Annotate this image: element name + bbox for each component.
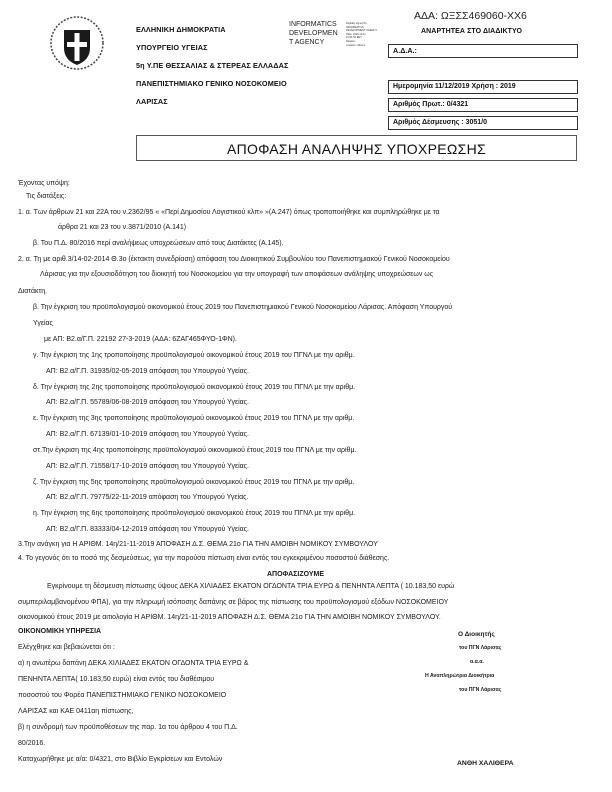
protocol-box: Αριθμός Πρωτ.: 0/4321 [388, 98, 578, 112]
body-line: στ.Την έγκριση της 4ης τροποποίησης προϋπολογισμού οικονομικού έτους 2019 του ΠΓΝΛ με την αριθμ. [33, 447, 357, 454]
body-line: άρθρα 21 και 23 του ν.3871/2010 (Α.141) [58, 224, 187, 231]
document-title: ΑΠΟΦΑΣΗ ΑΝΑΛΗΨΗΣ ΥΠΟΧΡΕΩΣΗΣ [136, 135, 577, 161]
ada-code: ΑΔΑ: ΩΞΣΣ469060-ΧΧ6 [414, 10, 527, 22]
body-line: ΑΠ: Β2.α/Γ.Π. 55789/06-08-2019 απόφαση του Υπουργού Υγείας. [46, 399, 249, 406]
decision-line: συμπεριλαμβανομένου ΦΠΑ), για την πληρωμή ισόποσης δαπάνης σε βάρος της πίστωσης του προϋπολογισμού εξόδων ΝΟΣΟΚΟΜΕΙΟΥ [18, 599, 449, 606]
finance-line: ΠΕΝΗΝΤΑ ΛΕΠΤΑ( 10.183,50 ευρώ) είναι εντός του διαθέσιμου [18, 676, 215, 683]
body-line: ΑΠ: Β2.α/Γ.Π. 31935/02-05-2019 απόφαση του Υπουργού Υγείας. [46, 368, 249, 375]
finance-line: ποσοστού του Φορέα ΠΑΝΕΠΙΣΤΗΜΙΑΚΟ ΓΕΝΙΚΟ ΝΟΣΟΚΟΜΕΙΟ [18, 692, 227, 699]
body-line: Λάρισας για την εξουσιοδότηση του διοικητή του Νοσοκομείου για την υπογραφή των αποφάσεων ανάληψης υποχρεώσεων ως [40, 271, 434, 278]
header-line-ministry: ΥΠΟΥΡΓΕΙΟ ΥΓΕΙΑΣ [136, 43, 208, 52]
stamp-line: Location: Athens [346, 43, 366, 47]
body-line: ΑΠ: Β2.α/Γ.Π. 67139/01-10-2019 απόφαση του Υπουργού Υγείας. [46, 431, 249, 438]
stamp-line: INFORMATICS [346, 25, 364, 29]
body-line: ΑΠ: Β2.α/Γ.Π. 71558/17-10-2019 απόφαση του Υπουργού Υγείας. [46, 463, 249, 470]
stamp-line: DEVELOPMENT AGENCY [346, 29, 378, 33]
body-line: 1. α. Των άρθρων 21 και 22Α του ν.2362/95 « «Περί Δημοσίου Λογιστικού κλπ» »(Α.247) όπως τροποποιήθηκε και συμπληρώθηκε με τα [18, 209, 440, 216]
decision-line: οικονομικού έτους 2019 με αιτιολογία Η ΑΡΙΘΜ. 14η/21-11-2019 ΑΠΟΦΑΣΗ Δ.Σ. ΘΕΜΑ 21ο ΓΙΑ ΤΗΝ ΑΜΟΙΒΗ ΝΟΜΙΚΟΥ ΣΥΜΒΟΥΛΟΥ. [18, 614, 441, 621]
header-line-hospital: ΠΑΝΕΠΙΣΤΗΜΙΑΚΟ ΓΕΝΙΚΟ ΝΟΣΟΚΟΜΕΙΟ [136, 79, 287, 88]
decision-heading: ΑΠΟΦΑΣΙΖΟΥΜΕ [267, 571, 325, 578]
body-line: η. Την έγκριση της 6ης τροποποίησης προϋπολογισμού οικονομικού έτους 2019 του ΠΓΝΛ με την αριθμ. [33, 510, 356, 517]
body-line: δ. Την έγκριση της 2ης τροποποίησης προϋπολογισμού οικονομικού έτους 2019 του ΠΓΝΛ με την αριθμ. [33, 384, 356, 391]
finance-line: Ελέγχθηκε και βεβαιώνεται ότι : [18, 644, 115, 651]
agency-line-3: T AGENCY [289, 39, 325, 46]
body-line: β. Του Π.Δ. 80/2016 περί αναλήψεως υποχρεώσεων από τους Διατάκτες (Α.145). [33, 240, 284, 247]
posting-note: ΑΝΑΡΤΗΤΕΑ ΣΤΟ ΔΙΑΔΙΚΤΥΟ [421, 28, 523, 35]
signatory-name: ΑΝΘΗ ΧΑΛΙΘΕΡΑ [457, 760, 514, 767]
finance-line: α) η ανωτέρω δαπάνη ΔΕΚΑ ΧΙΛΙΑΔΕΣ ΕΚΑΤΟΝ ΟΓΔΟΝΤΑ ΤΡΙΑ ΕΥΡΩ & [18, 660, 249, 667]
body-line: 2. α. Τη με αριθ.3/14-02-2014 Θ.3ο (έκτακτη συνεδρίαση) απόφαση του Διοικητικού Συμβουλίου του Πανεπιστημιακού Γενικού Νοσοκομείου [18, 256, 450, 263]
signature-line: του ΠΓΝ Λάρισας [459, 645, 502, 651]
finance-line: 80/2016. [18, 740, 46, 747]
body-line: β. Την έγκριση του προϋπολογισμού οικονομικού έτους 2019 του Πανεπιστημιακού Γενικού Νοσοκομείου Λάρισας. Απόφαση Υπουργού [33, 304, 453, 311]
finance-line: ΛΑΡΙΣΑΣ και ΚΑΕ 0411αη πίστωσης, [18, 708, 134, 715]
header-line-region: 5η Υ.ΠΕ ΘΕΣΣΑΛΙΑΣ & ΣΤΕΡΕΑΣ ΕΛΛΑΔΑΣ [136, 61, 289, 70]
header-line-republic: ΕΛΛΗΝΙΚΗ ΔΗΜΟΚΡΑΤΙΑ [136, 25, 226, 34]
decision-line: Εγκρίνουμε τη δέσμευση πίστωσης ύψους ΔΕΚΑ ΧΙΛΙΑΔΕΣ ΕΚΑΤΟΝ ΟΓΔΟΝΤΑ ΤΡΙΑ ΕΥΡΩ & ΠΕΝΗΝΤΑ ΛΕΠΤΑ ( 10.183,50 ευρώ [47, 583, 455, 590]
body-line: γ. Την έγκριση της 1ης τροποποίησης προϋπολογισμού οικονομικού έτους 2019 του ΠΓΝΛ με την αριθμ. [33, 352, 355, 359]
body-line: 3.Την ανάγκη για Η ΑΡΙΘΜ. 14η/21-11-2019 ΑΠΟΦΑΣΗ Δ.Σ. ΘΕΜΑ 21ο ΓΙΑ ΤΗΝ ΑΜΟΙΒΗ ΝΟΜΙΚΟΥ ΣΥΜΒΟΥΛΟΥ [18, 541, 378, 548]
stamp-line: Date: 2019.12.11 [346, 32, 366, 36]
stamp-line: 15:01:52 EET [346, 36, 362, 40]
body-line: 4. Το γεγονός ότι το ποσό της δεσμεύσεως, για την παρούσα πίστωση είναι εντός του εγκεκριμένου ποσοστού διάθεσης. [18, 555, 390, 562]
body-line: Τις διατάξεις: [26, 193, 67, 200]
body-line: ΑΠ: Β2.α/Γ.Π. 83333/04-12-2019 απόφαση του Υπουργού Υγείας. [46, 526, 249, 533]
body-line: Υγείας [33, 320, 53, 327]
greek-coat-of-arms-icon [48, 14, 106, 72]
body-line: με ΑΠ: Β2.α/Γ.Π. 22192 27-3-2019 (ΑΔΑ: 6ΖΑΓ465ΦΥΟ-1ΦΝ). [44, 336, 237, 343]
signature-line: του ΠΓΝ Λάρισας [459, 687, 502, 693]
finance-line: β) η συνδρομή των προϋποθέσεων της παρ. 1α του άρθρου 4 του Π.Δ. [18, 724, 238, 731]
commitment-box: Αριθμός Δέσμευσης : 3051/0 [388, 116, 578, 130]
ada-box: Α.Δ.Α.: [388, 44, 578, 58]
finance-heading: ΟΙΚΟΝΟΜΙΚΗ ΥΠΗΡΕΣΙΑ [18, 628, 102, 635]
signature-line: Ο Διοικητής [458, 631, 495, 638]
signature-line: Η Αναπληρώτρια Διοικήτρια [425, 673, 495, 679]
agency-line-1: INFORMATICS [289, 21, 337, 28]
body-line: Διατάκτη. [18, 288, 48, 295]
date-box: Ημερομηνία 11/12/2019 Χρήση : 2019 [388, 80, 578, 94]
header-line-city: ΛΑΡΙΣΑΣ [136, 97, 168, 106]
body-line: ΑΠ: Β2.α/Γ.Π. 79775/22-11-2019 απόφαση του Υπουργού Υγείας. [46, 494, 249, 501]
digital-signature-stamp [346, 22, 386, 47]
stamp-line: Digitally signed by [346, 22, 367, 25]
agency-line-2: DEVELOPMEN [289, 30, 338, 37]
signature-line: α.α.α. [470, 659, 484, 665]
finance-line: Καταχωρήθηκε με α/α: 0/4321, στο Βιβλίο Εγκρίσεων και Εντολών [18, 756, 223, 763]
body-line: ε. Την έγκριση της 3ης τροποποίησης προϋπολογισμού οικονομικού έτους 2019 του ΠΓΝΛ με την αριθμ. [33, 415, 355, 422]
body-line: ζ. Την έγκριση της 5ης τροποποίησης προϋπολογισμού οικονομικού έτους 2019 του ΠΓΝΛ με την αριθμ. [33, 479, 355, 486]
body-line: Έχοντας υπόψη: [18, 180, 70, 187]
stamp-line: Reason: [346, 39, 356, 43]
